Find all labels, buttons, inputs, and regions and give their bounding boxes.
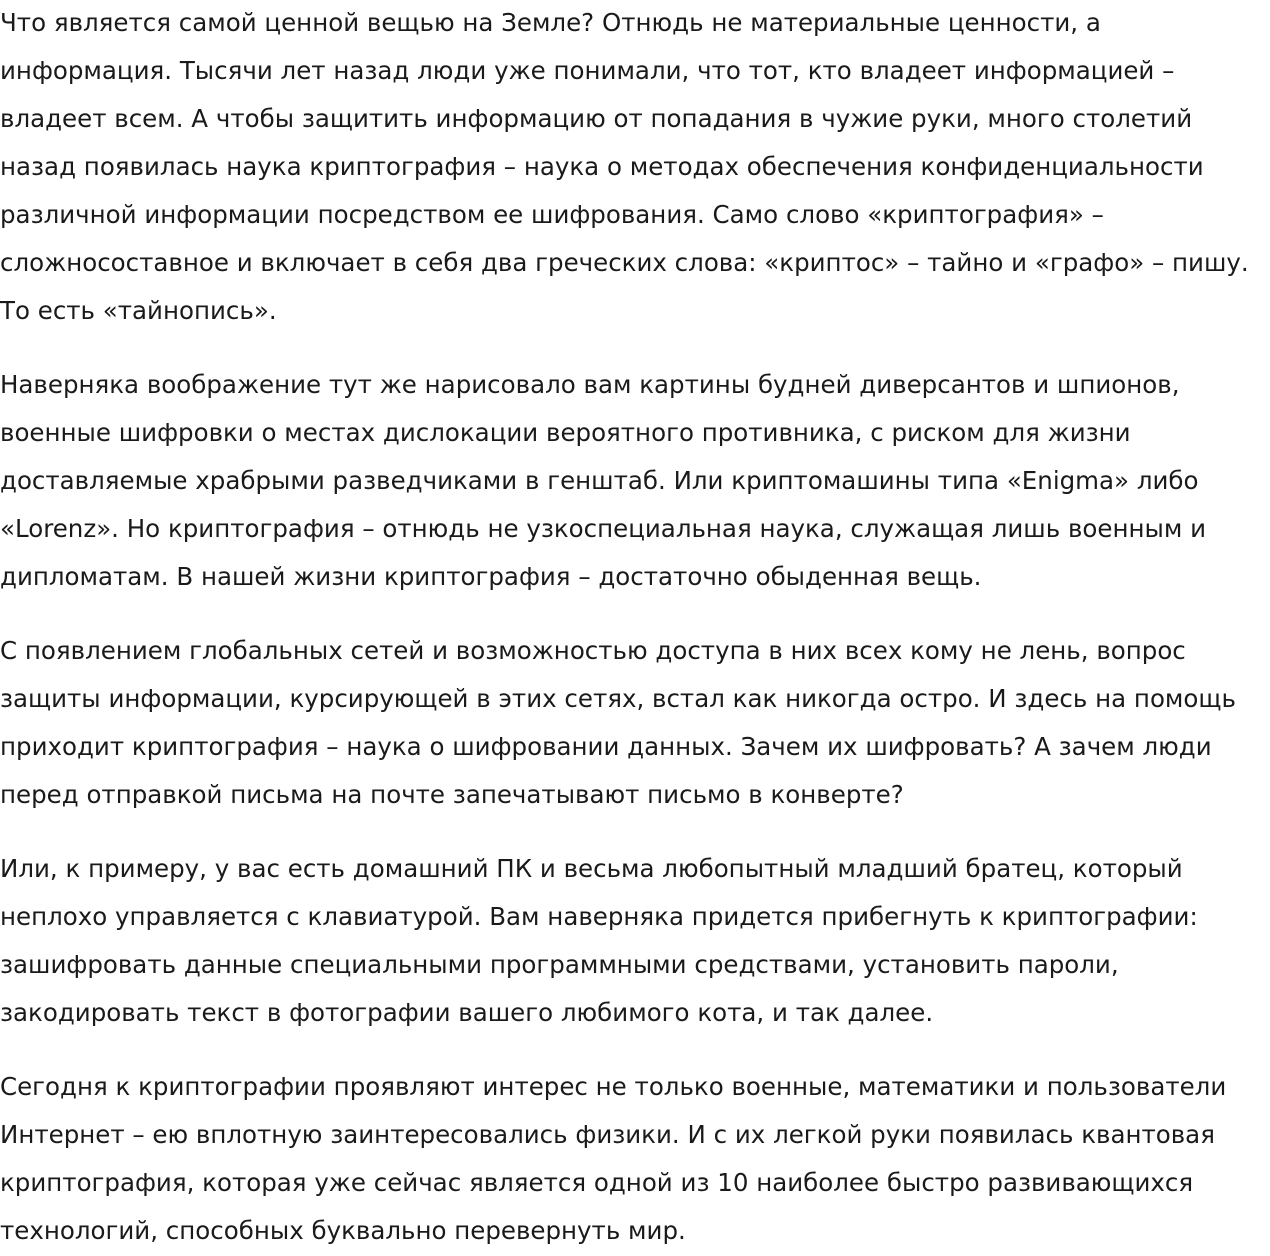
- article-paragraph-3: С появлением глобальных сетей и возможностью доступа в них всех кому не лень, вопрос защиты информации, курсирующей в этих сетях, встал как никогда остро. И здесь на помощь приходит криптография – наука о шифровании данных. Зачем их шифровать? А зачем люди перед отправкой письма на почте запечатывают письмо в конверте?: [0, 636, 1236, 809]
- article-paragraph-5: Сегодня к криптографии проявляют интерес не только военные, математики и пользователи Интернет – ею вплотную заинтересовались физики. И с их легкой руки появилась квантовая криптография, которая уже сейчас является одной из 10 наиболее быстро развивающихся технологий, способных буквально перевернуть мир.: [0, 1072, 1227, 1245]
- article-paragraph-1: Что является самой ценной вещью на Земле? Отнюдь не материальные ценности, а информация. Тысячи лет назад люди уже понимали, что тот, кто владеет информацией – владеет всем. А чтобы защитить информацию от попадания в чужие руки, много столетий назад появилась наука криптография – наука о методах обеспечения конфиденциальности различной информации посредством ее шифрования. Само слово «криптография» – сложносоставное и включает в себя два греческих слова: «криптос» – тайно и «графо» – пишу. То есть «тайнопись».: [0, 8, 1249, 325]
- article-paragraph-4: Или, к примеру, у вас есть домашний ПК и весьма любопытный младший братец, который неплохо управляется с клавиатурой. Вам наверняка придется прибегнуть к криптографии: зашифровать данные специальными программными средствами, установить пароли, закодировать текст в фотографии вашего любимого кота, и так далее.: [0, 854, 1198, 1027]
- article-paragraph-2: Наверняка воображение тут же нарисовало вам картины будней диверсантов и шпионов, военные шифровки о местах дислокации вероятного противника, с риском для жизни доставляемые храбрыми разведчиками в генштаб. Или криптомашины типа «Enigma» либо «Lorenz». Но криптография – отнюдь не узкоспециальная наука, служащая лишь военным и дипломатам. В нашей жизни криптография – достаточно обыденная вещь.: [0, 370, 1207, 591]
